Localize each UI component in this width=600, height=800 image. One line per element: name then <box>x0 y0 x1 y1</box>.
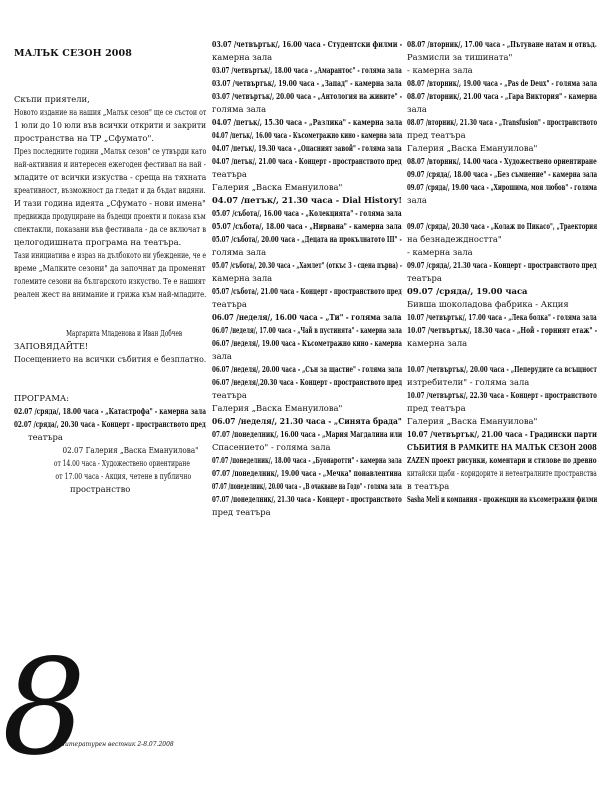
intro-line: През последните години „Малък сезон" се утвърди като <box>14 146 207 156</box>
intro-line: предвижда продуциране на бъдещи проекти и показа към <box>14 211 206 221</box>
footer-note: Литературен вестник 2-8.07.2008 <box>60 741 174 748</box>
program-entry <box>407 207 597 220</box>
program-entry: 06.07 /неделя/, 19.00 часа - Късометражно кино - камерна <box>212 338 402 348</box>
program-entry: камерна зала <box>407 338 468 348</box>
intro-line: реален жест на внимание и грижа към най-младите. <box>14 289 207 299</box>
program-entry: Галерия „Васка Емануилова" <box>407 416 538 426</box>
program-entry: в театъра <box>407 481 450 491</box>
program-entry: 05.07 /събота/, 16.00 часа - „Колекцията" - голяма зала <box>212 208 402 218</box>
intro-line: младите от всички изкуства - среща на тяхната <box>14 172 207 182</box>
program-entry: театъра <box>407 273 442 283</box>
program-entry: Sasha Meli и компания - прожекции на късометражни филми <box>407 494 598 504</box>
welcome-heading: ЗАПОВЯДАЙТЕ! <box>14 341 89 351</box>
program-entry: 04.07 /петък/, 16.00 часа - Късометражно кино - камерна зала <box>212 130 403 140</box>
program-entry: 09.07 /сряда/, 20.30 часа - „Колаж по Пикасо", „Траектория <box>407 221 598 231</box>
program-entry: Галерия „Васка Емануилова" <box>407 143 538 153</box>
intro-line: И тази година идеята „Сфумато - нови имена" <box>14 198 206 208</box>
program-entry: изтребители" - голяма зала <box>407 377 530 387</box>
intro-text <box>14 93 206 301</box>
intro-line: пространства на ТР „Сфумато". <box>14 133 154 143</box>
program-entry: 02.07 Галерия „Васка Емануилова" <box>62 445 199 455</box>
program-entry: 05.07 /събота/, 20.30 часа - „Хамлет" (откъс 3 - сцена първа) - <box>212 260 403 270</box>
intro-line: спектакли, показани във фестивала - да се включат в <box>14 224 207 234</box>
intro-line: целогодишната програма на театъра. <box>14 237 182 247</box>
program-entry <box>407 350 597 363</box>
program-entry: театъра <box>28 432 63 442</box>
program-entry: 09.07 /сряда/, 19.00 часа - „Хирошима, моя любов" - голяма <box>407 182 598 192</box>
program-entry: 04.07 /петък/, 21.00 часа - Концерт - пространството пред <box>212 156 402 166</box>
program-entry: 04.07 /петък/, 21.30 часа - Dial History! <box>212 195 402 205</box>
program-entry: СЪБИТИЯ В РАМКИТЕ НА МАЛЪК СЕЗОН 2008 <box>407 442 597 452</box>
program-entry: 10.07 /четвъртък/, 21.00 часа - Градински парти <box>407 429 598 439</box>
program-entry: 05.07 /събота/, 20.00 часа - „Децата на прокълнатото III" - <box>212 234 402 244</box>
page-title: МАЛЪК СЕЗОН 2008 <box>14 48 132 59</box>
program-heading: ПРОГРАМА: <box>14 393 70 403</box>
program-entry: 02.07 /сряда/, 20.30 часа - Концерт - пространството пред <box>14 419 206 429</box>
column-intro <box>14 0 206 496</box>
program-entry: 07.07 /понеделник/, 18.00 часа - „Буонаротти" - камерна зала <box>212 455 402 465</box>
program-entry: пред театъра <box>407 130 466 140</box>
program-entry: - камерна зала <box>407 247 473 257</box>
program-entry: пред театъра <box>212 507 271 517</box>
program-entry: 10.07 /четвъртък/, 17.00 часа - „Лека болка" - голяма зала <box>407 312 597 322</box>
program-entry: 08.07 /вторник/, 17.00 часа - „Пътуване натам и отвъд. <box>407 39 597 49</box>
intro-line: 1 юли до 10 юли във всички открити и закрити <box>14 120 207 130</box>
program-entry: театъра <box>212 299 247 309</box>
program-entry: зала <box>407 104 427 114</box>
program-entry: зала <box>212 351 232 361</box>
intro-line: креативност, възможност да гледат и да бъдат видяни. <box>14 185 206 195</box>
intro-line: Тази инициатива е израз на дълбокото ни убеждение, че е <box>14 250 206 260</box>
program-entry: 06.07 /неделя/, 21.30 часа - „Синята брада" <box>212 416 402 426</box>
program-entry: 08.07 /вторник/, 14.00 часа - Художествено ориентиране <box>407 156 597 166</box>
program-entry: камерна зала <box>212 273 273 283</box>
program-entry: 06.07 /неделя/, 20.00 часа - „Сън за щастие" - голяма зала <box>212 364 403 374</box>
program-entry: Галерия „Васка Емануилова" <box>212 403 343 413</box>
program-entry: 07.07 /понеделник/, 20.00 часа - „В очакване на Годо" - голяма зала <box>212 481 402 491</box>
program-entry: Галерия „Васка Емануилова" <box>212 182 343 192</box>
program-entry: голяма зала <box>212 247 267 257</box>
program-entry: 04.07 /петък/, 19.30 часа - „Опасният завой" - голяма зала <box>212 143 402 153</box>
program-entry: Бивша шоколадова фабрика - Акция <box>407 299 569 309</box>
program-entry: 06.07 /неделя/, 17.00 часа - „Чай в пустинята" - камерна зала <box>212 325 402 335</box>
program-entry: от 17.00 часа - Акция, четене в публично <box>55 471 192 481</box>
program-entry: зала <box>407 195 427 205</box>
program-entry: 03.07 /четвъртък/, 19.00 часа - „Запад" - камерна зала <box>212 78 402 88</box>
program-entry: театъра <box>212 390 247 400</box>
column-program-2 <box>212 38 402 519</box>
program-entry: пред театъра <box>407 403 466 413</box>
program-entry: ZAZEN проект рисунки, коментари и стилове по древно <box>407 455 597 465</box>
program-entry: 08.07 /вторник/, 21.30 часа - „Transfusion" - пространството <box>407 117 598 127</box>
program-entry: 08.07 /вторник/, 19.00 часа - „Pas de Deux" - голяма зала <box>407 78 598 88</box>
program-entry: 09.07 /сряда/, 21.30 часа - Концерт - пространството пред <box>407 260 597 270</box>
program-entry: 10.07 /четвъртък/, 22.30 часа - Концерт - пространството <box>407 390 597 400</box>
program-entry: театъра <box>212 169 247 179</box>
program-entry: 07.07 /понеделник/, 21.30 часа - Концерт - пространството <box>212 494 402 504</box>
big-numeral: 8 <box>2 631 86 785</box>
program-entry: камерна зала <box>212 52 273 62</box>
program-entry: 10.07 /четвъртък/, 18.30 часа - „Ной - горният етаж" - <box>407 325 598 335</box>
intro-line: време „Малките сезони" да започнат да променят <box>14 263 206 273</box>
program-entry: 05.07 /събота/, 18.00 часа - „Нирвана" - камерна зала <box>212 221 402 231</box>
program-entry: 03.07 /четвъртък/, 18.00 часа - „Амарантос" - голяма зала <box>212 65 402 75</box>
program-entry: пространство <box>70 484 131 494</box>
free-entry-note: Посещението на всички събития е безплатно. <box>14 354 207 364</box>
program-entry: - камерна зала <box>407 65 473 75</box>
program-entry: от 14.00 часа - Художествено ориентиране <box>53 458 190 468</box>
program-entry: 09.07 /сряда/, 18.00 часа - „Без съмнение" - камерна зала <box>407 169 598 179</box>
program-entry: 09.07 /сряда/, 19.00 часа <box>407 286 528 296</box>
intro-line: големите сезони на българското изкуство. Те е нашият <box>14 276 206 286</box>
program-entry: Спасението" - голяма зала <box>212 442 331 452</box>
intro-line: Скъпи приятели, <box>14 94 90 104</box>
program-list-day1 <box>14 405 206 496</box>
program-entry: 02.07 /сряда/, 18.00 часа - „Катастрофа" - камерна зала <box>14 406 207 416</box>
program-entry: 04.07 /петък/, 15.30 часа - „Разлика" - камерна зала <box>212 117 403 127</box>
program-entry: 06.07 /неделя/,20.30 часа - Концерт - пространството пред <box>212 377 403 387</box>
program-entry: 08.07 /вторник/, 21.00 часа - „Гара Виктория" - камерна <box>407 91 598 101</box>
program-entry: 07.07 /понеделник/, 19.00 часа - „Мечка" понавлентина <box>212 468 402 478</box>
intro-line: най-активния и интересен ежегоден фестивал на най - <box>14 159 206 169</box>
program-entry: на безнадеждността" <box>407 234 502 244</box>
program-entry: Размисли за тишината" <box>407 52 513 62</box>
program-entry: 07.07 /понеделник/, 16.00 часа - „Мария Магдалина или <box>212 429 403 439</box>
program-entry: 03.07 /четвъртък/, 20.00 часа - „Антология на живите" - <box>212 91 403 101</box>
program-entry: голяма зала <box>212 104 267 114</box>
intro-line: Новото издание на нашия „Малък сезон" ще се състои от <box>14 107 207 117</box>
program-entry: 03.07 /четвъртък/, 16.00 часа - Студентски филми - <box>212 39 403 49</box>
program-entry: 10.07 /четвъртък/, 20.00 часа - „Пеперудите са всъщност <box>407 364 597 374</box>
program-entry: 06.07 /неделя/, 16.00 часа - „Ти" - голяма зала <box>212 312 402 322</box>
column-program-3 <box>407 38 597 506</box>
program-entry: 05.07 /събота/, 21.00 часа - Концерт - пространството пред <box>212 286 402 296</box>
signature: Маргарита Младенова и Иван Добчев <box>66 328 183 338</box>
program-entry: китайски щаби - коридорите и нетеатралните пространства <box>407 468 597 478</box>
